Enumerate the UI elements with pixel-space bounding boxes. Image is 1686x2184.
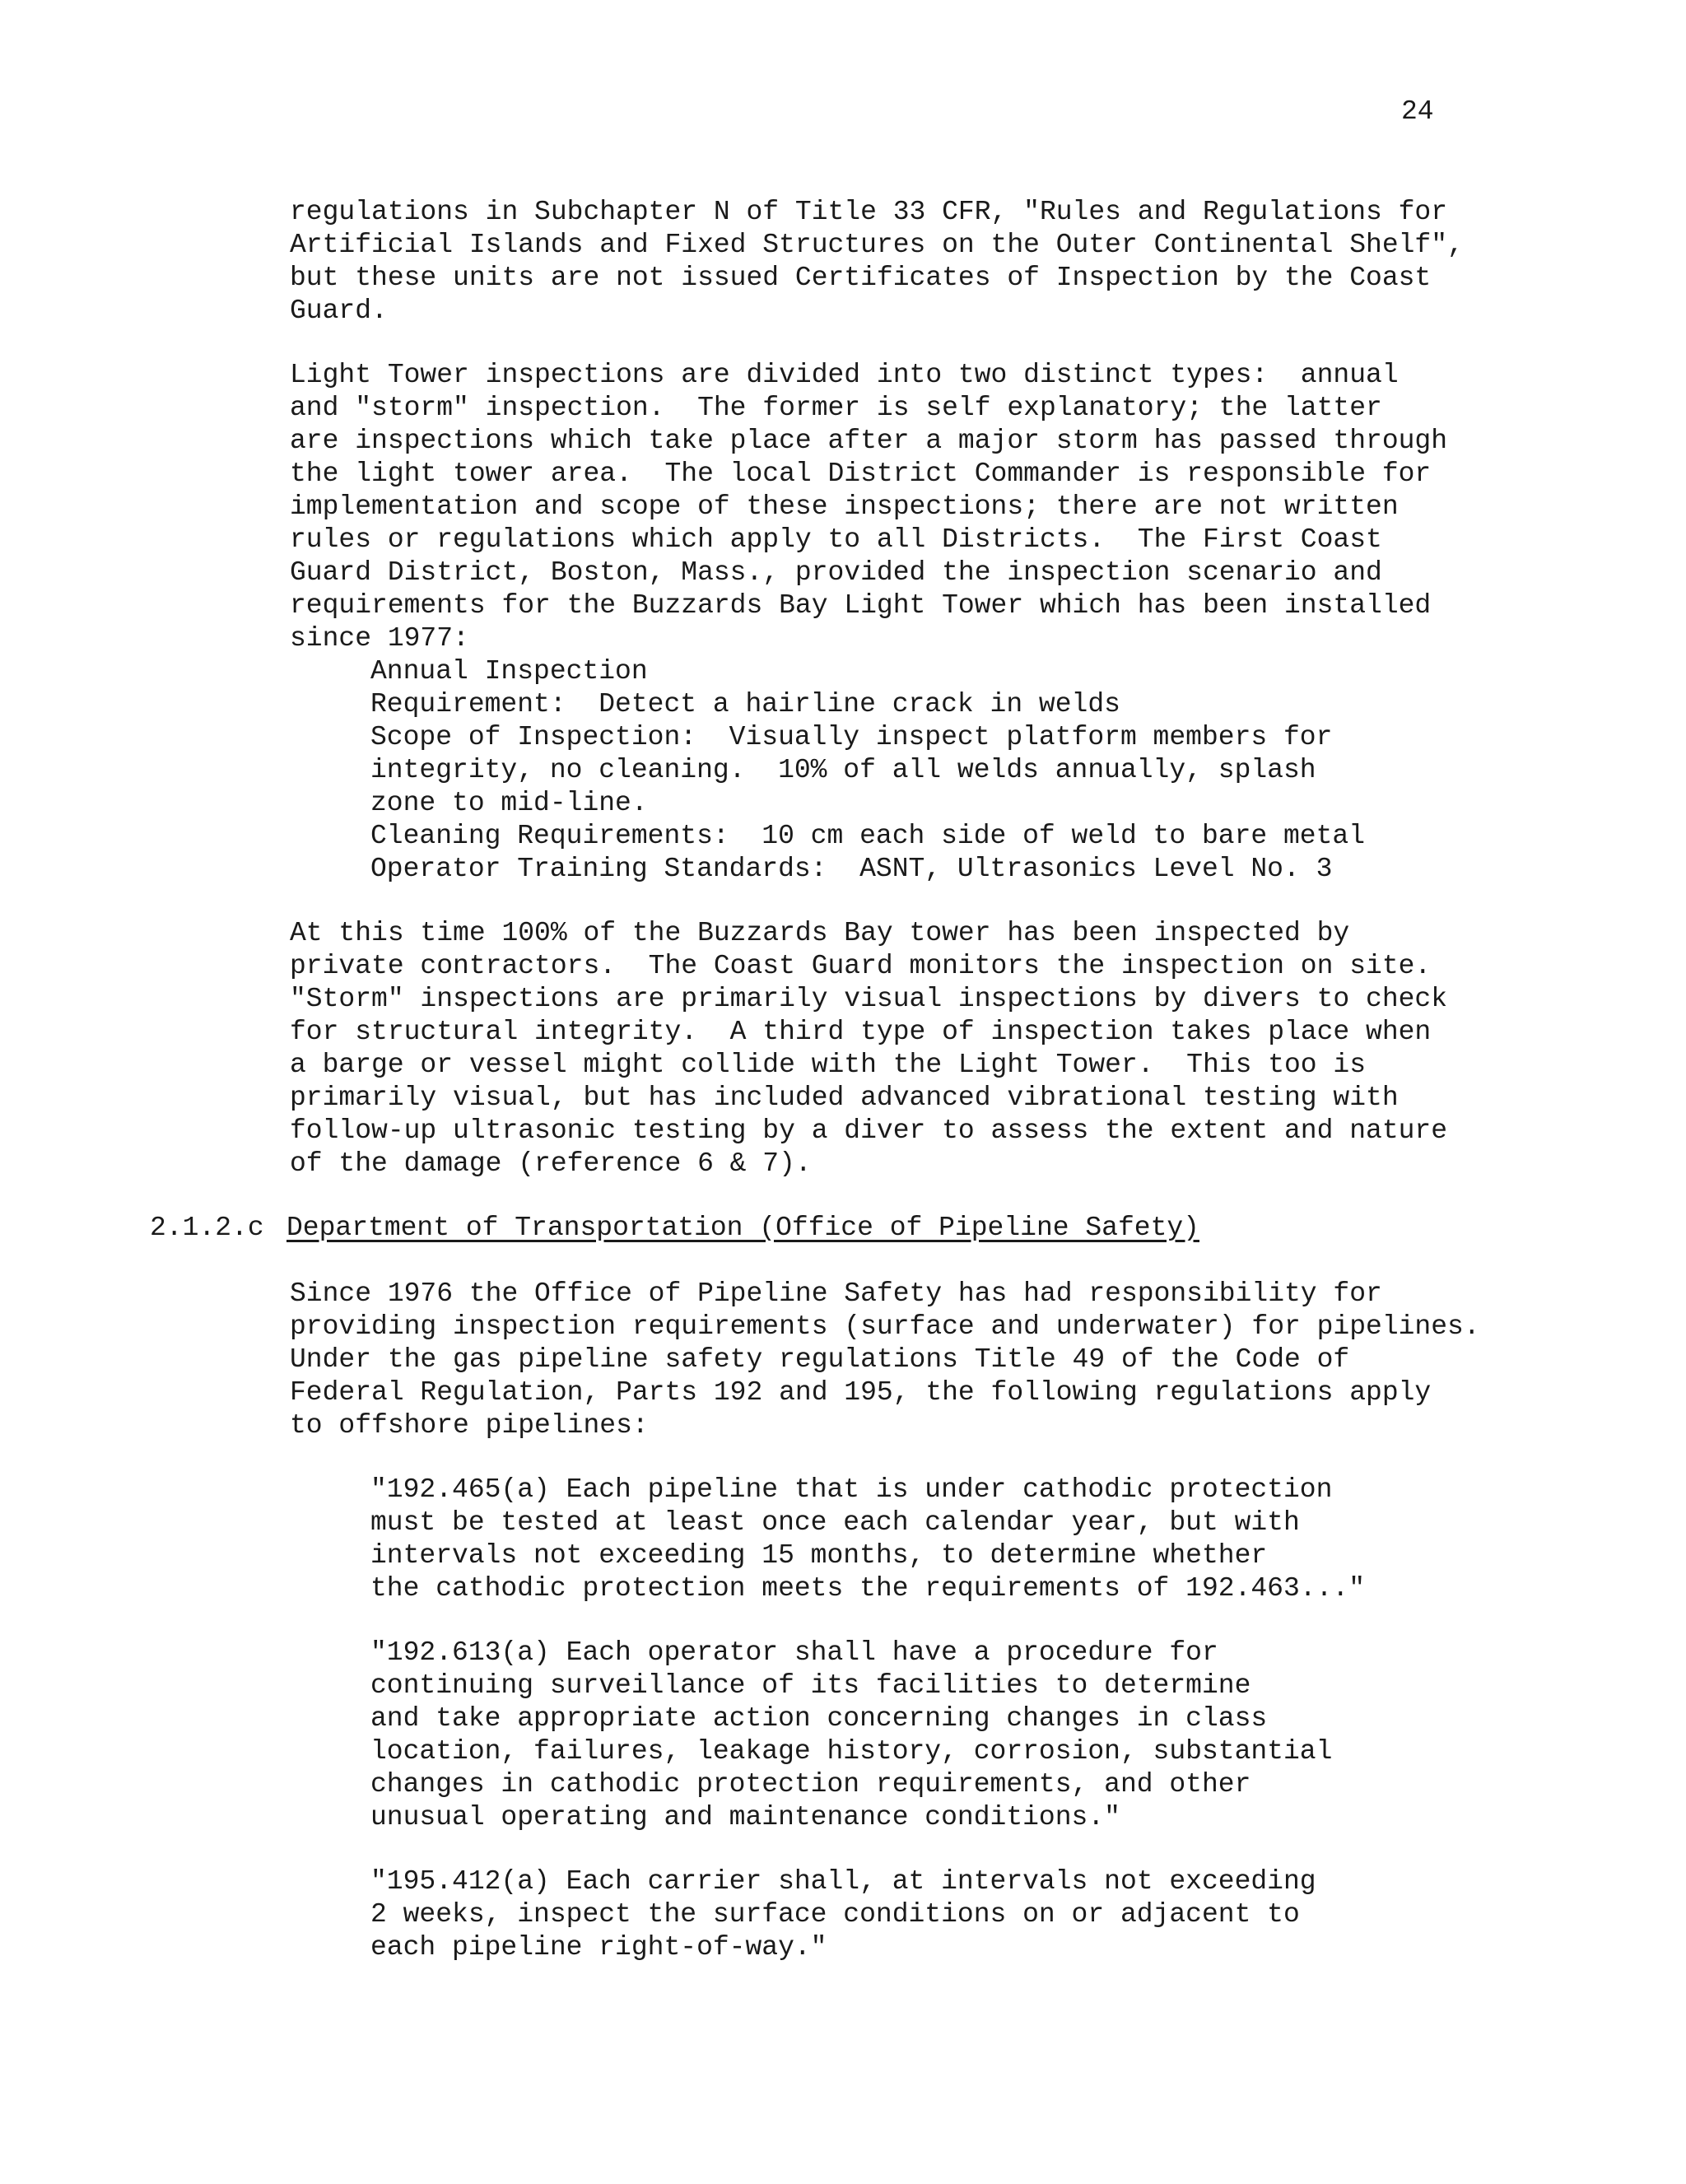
quote-192-465 — [370, 1474, 1441, 1605]
text-line: are inspections which take place after a major storm has passed through — [290, 426, 1448, 456]
quote-line: each pipeline right-of-way." — [370, 1932, 827, 1963]
quote-192-613 — [370, 1637, 1441, 1834]
list-line: Annual Inspection — [370, 656, 648, 687]
text-line: regulations in Subchapter N of Title 33 CFR, "Rules and Regulations for — [290, 197, 1448, 227]
quote-195-412 — [370, 1865, 1441, 1964]
text-line: requirements for the Buzzards Bay Light Tower which has been installed — [290, 590, 1432, 621]
text-line: to offshore pipelines: — [290, 1410, 649, 1441]
text-line: rules or regulations which apply to all Districts. The First Coast — [290, 524, 1382, 555]
quote-line: "192.613(a) Each operator shall have a procedure for — [370, 1637, 1218, 1668]
quote-line: changes in cathodic protection requirements, and other — [370, 1769, 1251, 1800]
paragraph-office-of-pipeline-safety — [290, 1278, 1525, 1442]
quote-line: "195.412(a) Each carrier shall, at intervals not exceeding — [370, 1866, 1316, 1897]
text-line: a barge or vessel might collide with the Light Tower. This too is — [290, 1050, 1367, 1080]
quote-line: the cathodic protection meets the requirements of 192.463..." — [370, 1573, 1365, 1604]
text-line: implementation and scope of these inspections; there are not written — [290, 491, 1399, 522]
text-line: "Storm" inspections are primarily visual inspections by divers to check — [290, 984, 1448, 1014]
text-line: follow-up ultrasonic testing by a diver to assess the extent and nature — [290, 1115, 1448, 1146]
text-line: but these units are not issued Certificates of Inspection by the Coast — [290, 263, 1432, 293]
quote-line: 2 weeks, inspect the surface conditions on or adjacent to — [370, 1899, 1300, 1930]
text-line: the light tower area. The local District Commander is responsible for — [290, 459, 1432, 489]
text-line: Light Tower inspections are divided into two distinct types: annual — [290, 360, 1399, 390]
text-line: Guard District, Boston, Mass., provided the inspection scenario and — [290, 557, 1382, 588]
text-line: Federal Regulation, Parts 192 and 195, the following regulations apply — [290, 1377, 1432, 1408]
text-line: and "storm" inspection. The former is self explanatory; the latter — [290, 393, 1382, 423]
quote-line: and take appropriate action concerning changes in class — [370, 1703, 1268, 1734]
quote-line: unusual operating and maintenance conditions." — [370, 1802, 1120, 1832]
paragraph-subchapter-n — [290, 196, 1525, 328]
text-line: Since 1976 the Office of Pipeline Safety has had responsibility for — [290, 1278, 1382, 1309]
text-line: Guard. — [290, 296, 388, 326]
quote-line: continuing surveillance of its facilities to determine — [370, 1670, 1251, 1701]
quote-line: location, failures, leakage history, corrosion, substantial — [370, 1736, 1333, 1767]
list-line: Scope of Inspection: Visually inspect platform members for — [370, 722, 1333, 752]
text-line: of the damage (reference 6 & 7). — [290, 1148, 812, 1179]
list-line: Operator Training Standards: ASNT, Ultrasonics Level No. 3 — [370, 854, 1333, 884]
paragraph-light-tower-inspections — [290, 359, 1525, 655]
text-line: primarily visual, but has included advanced vibrational testing with — [290, 1083, 1399, 1113]
text-line: since 1977: — [290, 623, 469, 654]
paragraph-buzzards-bay-status — [290, 917, 1525, 1180]
list-line: zone to mid-line. — [370, 788, 648, 818]
quote-line: intervals not exceeding 15 months, to determine whether — [370, 1540, 1268, 1571]
text-line: Under the gas pipeline safety regulations Title 49 of the Code of — [290, 1344, 1350, 1375]
list-line: integrity, no cleaning. 10% of all welds annually, splash — [370, 755, 1316, 785]
section-number: 2.1.2.c — [150, 1213, 264, 1243]
list-line: Requirement: Detect a hairline crack in welds — [370, 689, 1120, 719]
list-line: Cleaning Requirements: 10 cm each side of weld to bare metal — [370, 821, 1365, 851]
quote-line: "192.465(a) Each pipeline that is under cathodic protection — [370, 1474, 1333, 1505]
annual-inspection-list — [370, 655, 1441, 886]
section-heading: Department of Transportation (Office of Pipeline Safety) — [286, 1213, 1199, 1243]
text-line: providing inspection requirements (surface and underwater) for pipelines. — [290, 1311, 1480, 1342]
text-line: for structural integrity. A third type of inspection takes place when — [290, 1017, 1432, 1047]
text-line: private contractors. The Coast Guard monitors the inspection on site. — [290, 951, 1432, 981]
quote-line: must be tested at least once each calendar year, but with — [370, 1507, 1300, 1538]
text-line: Artificial Islands and Fixed Structures on the Outer Continental Shelf", — [290, 230, 1464, 260]
page-number: 24 — [1401, 96, 1434, 127]
text-line: At this time 100% of the Buzzards Bay tower has been inspected by — [290, 918, 1350, 948]
